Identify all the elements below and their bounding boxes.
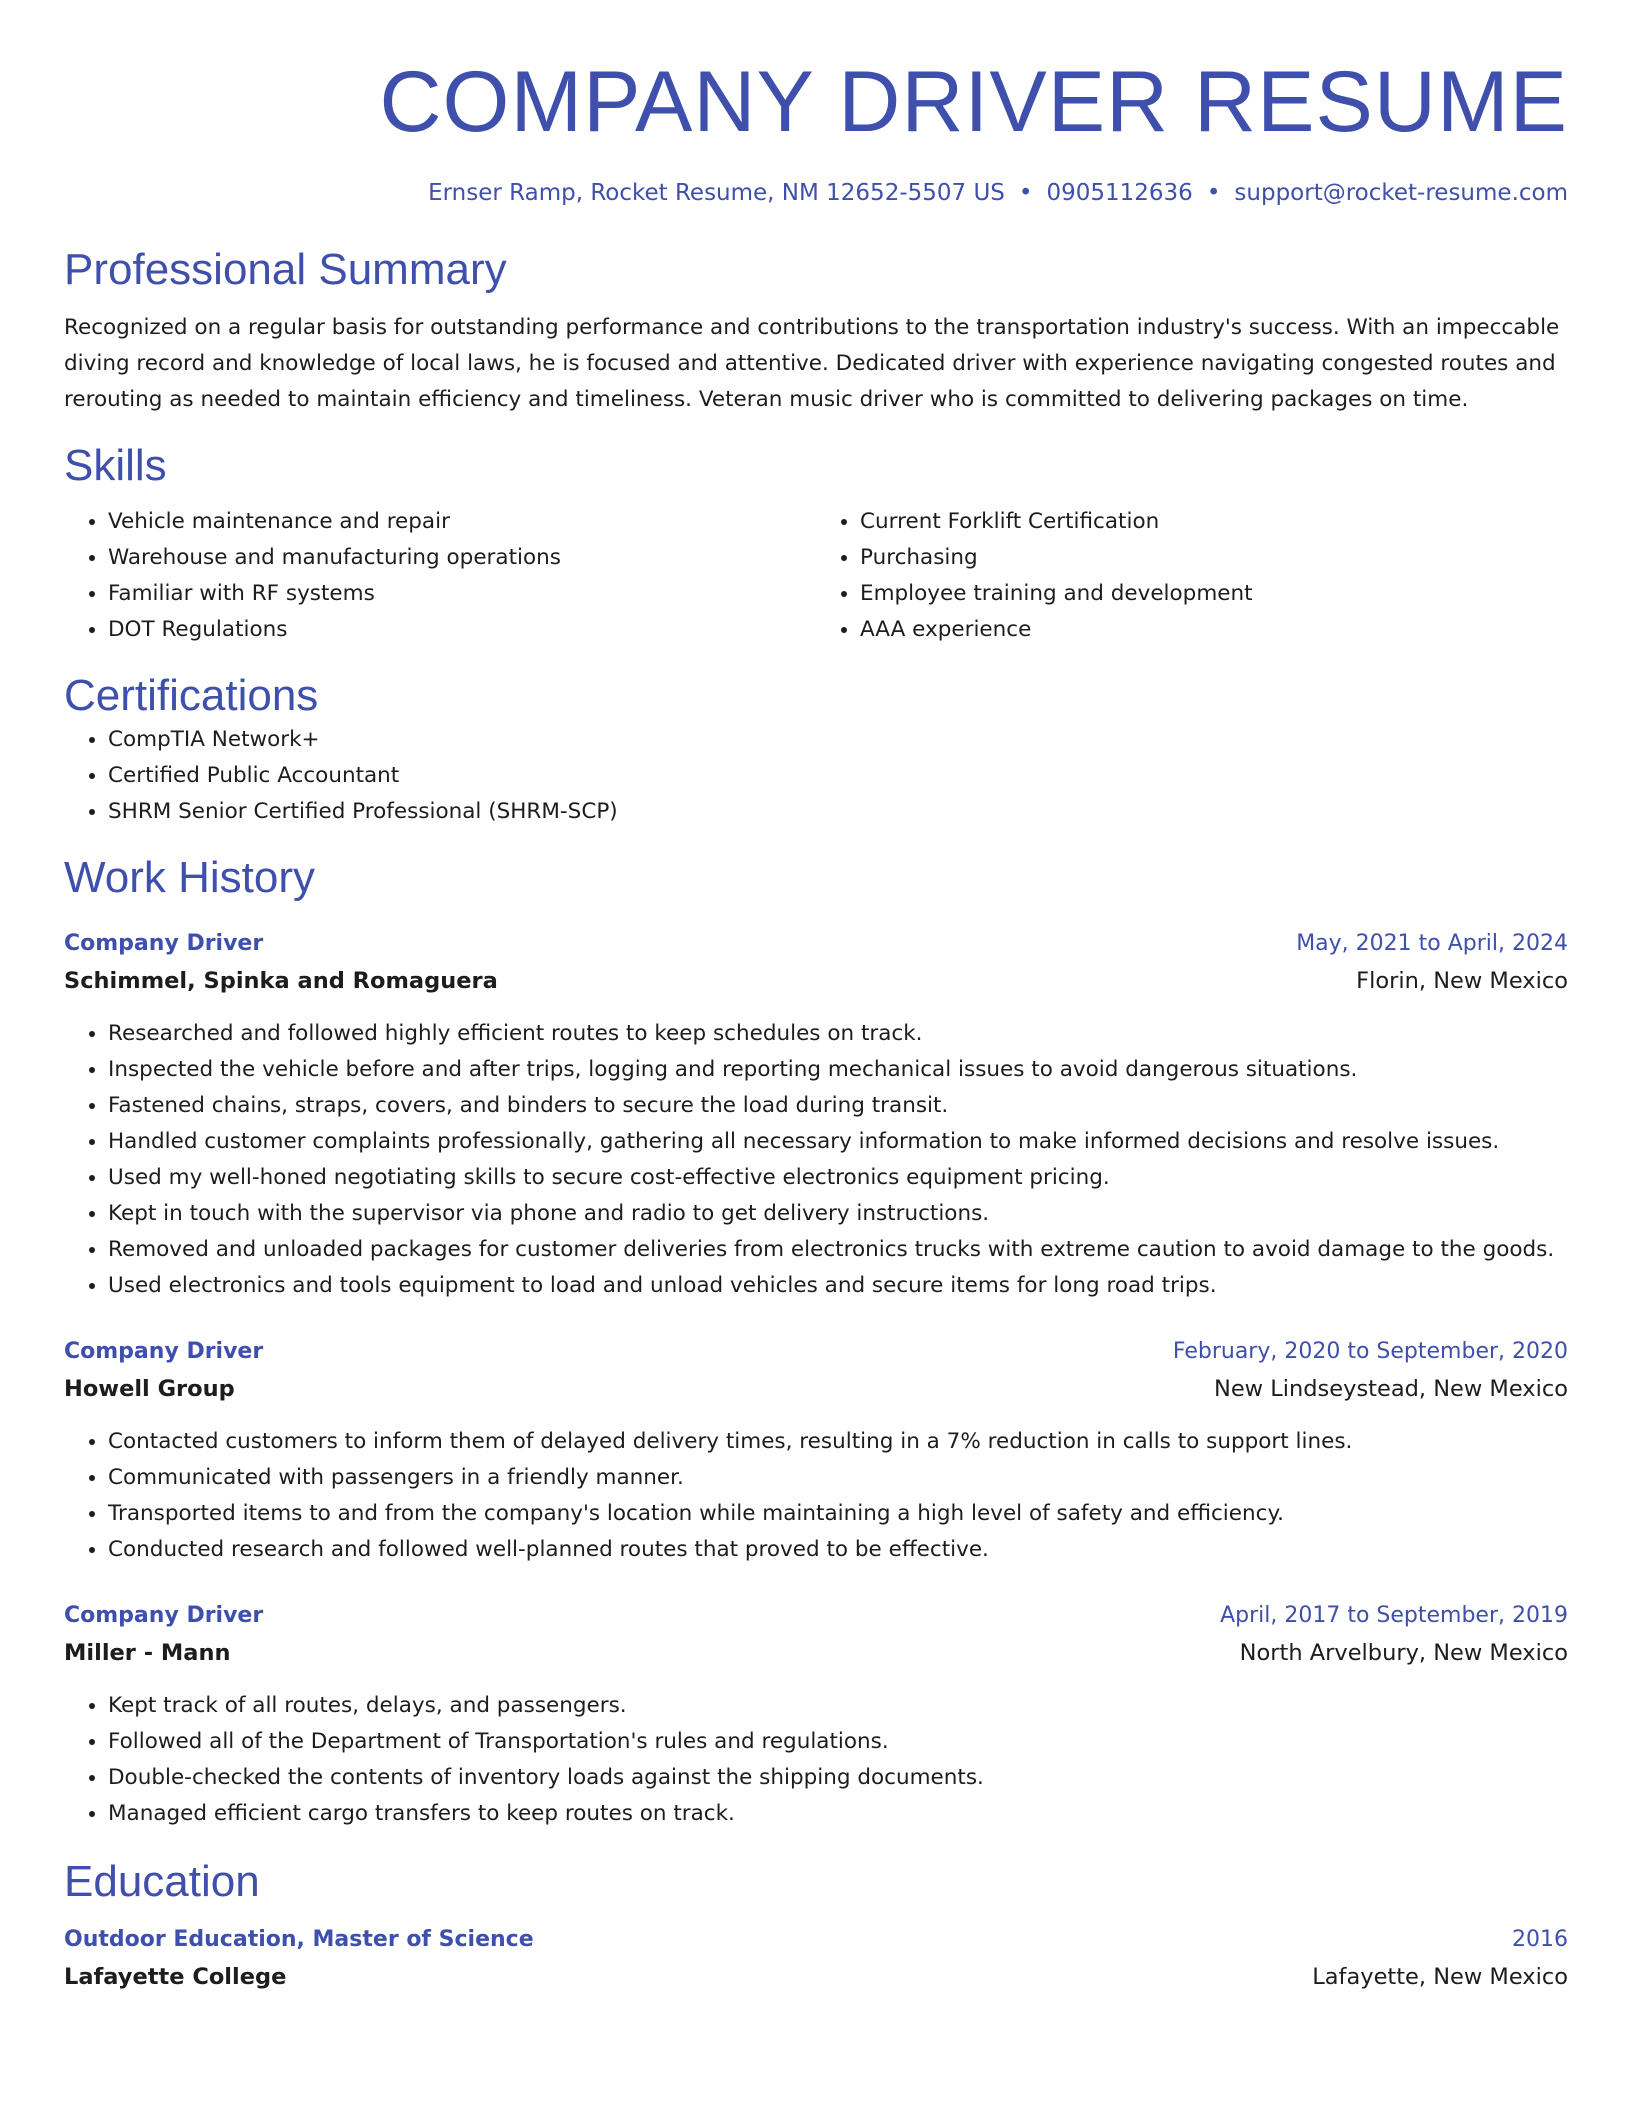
- contact-email[interactable]: support@rocket-resume.com: [1234, 180, 1568, 206]
- skill-item: • Current Forklift Certification: [860, 504, 1568, 540]
- job-title: Company Driver: [64, 931, 264, 956]
- contact-separator: •: [1018, 180, 1033, 206]
- job-bullet: • Used my well-honed negotiating skills to secure cost-effective electronics equipment pricing.: [108, 1160, 1568, 1196]
- job-dates: May, 2021 to April, 2024: [1296, 931, 1568, 956]
- certifications-section: [64, 670, 1568, 830]
- skill-item: • Warehouse and manufacturing operations: [108, 540, 816, 576]
- education-section: [64, 1856, 1568, 1996]
- job-bullet: • Double-checked the contents of inventory loads against the shipping documents.: [108, 1760, 1568, 1796]
- certifications-heading: Certifications: [64, 671, 319, 720]
- education-heading: Education: [64, 1857, 260, 1906]
- job-bullets: [64, 1688, 1568, 1832]
- skills-list-left: [64, 504, 816, 648]
- skills-heading: Skills: [64, 441, 167, 490]
- job-bullet: • Conducted research and followed well-planned routes that proved to be effective.: [108, 1532, 1568, 1568]
- job-header-row: [64, 1334, 1568, 1370]
- job-bullet: • Fastened chains, straps, covers, and binders to secure the load during transit.: [108, 1088, 1568, 1124]
- job-dates: February, 2020 to September, 2020: [1172, 1339, 1568, 1364]
- skill-item: • Vehicle maintenance and repair: [108, 504, 816, 540]
- job-entry: [64, 926, 1568, 1304]
- job-employer-row: [64, 962, 1568, 1000]
- certification-item: • Certified Public Accountant: [108, 758, 1568, 794]
- job-employer-row: [64, 1370, 1568, 1408]
- job-employer: Howell Group: [64, 1376, 235, 1402]
- job-bullets: [64, 1016, 1568, 1304]
- resume-header: [64, 0, 1568, 208]
- contact-line: [64, 178, 1568, 208]
- education-entry: [64, 1922, 1568, 1996]
- job-bullet: • Used electronics and tools equipment to load and unload vehicles and secure items for long road trips.: [108, 1268, 1568, 1304]
- job-bullet: • Kept track of all routes, delays, and passengers.: [108, 1688, 1568, 1724]
- skill-item: • Purchasing: [860, 540, 1568, 576]
- skill-item: • DOT Regulations: [108, 612, 816, 648]
- skills-columns: [64, 504, 1568, 648]
- job-employer-row: [64, 1634, 1568, 1672]
- job-bullet: • Communicated with passengers in a friendly manner.: [108, 1460, 1568, 1496]
- education-header-row: [64, 1922, 1568, 1958]
- job-dates: April, 2017 to September, 2019: [1220, 1603, 1568, 1628]
- resume-title: COMPANY DRIVER RESUME: [379, 54, 1568, 150]
- job-header-row: [64, 926, 1568, 962]
- summary-section: [64, 244, 1568, 418]
- skills-section: [64, 440, 1568, 648]
- job-bullet: • Researched and followed highly efficient routes to keep schedules on track.: [108, 1016, 1568, 1052]
- job-bullet: • Transported items to and from the company's location while maintaining a high level of safety and efficiency.: [108, 1496, 1568, 1532]
- skill-item: • Familiar with RF systems: [108, 576, 816, 612]
- job-location: Florin, New Mexico: [1356, 968, 1568, 994]
- education-year: 2016: [1512, 1927, 1568, 1952]
- certification-item: • SHRM Senior Certified Professional (SHRM-SCP): [108, 794, 1568, 830]
- contact-address: Ernser Ramp, Rocket Resume, NM 12652-5507 US: [428, 180, 1005, 206]
- job-bullet: • Inspected the vehicle before and after trips, logging and reporting mechanical issues to avoid dangerous situations.: [108, 1052, 1568, 1088]
- education-degree: Outdoor Education, Master of Science: [64, 1927, 534, 1952]
- skill-item: • Employee training and development: [860, 576, 1568, 612]
- job-entry: [64, 1334, 1568, 1568]
- job-title: Company Driver: [64, 1603, 264, 1628]
- job-bullet: • Removed and unloaded packages for customer deliveries from electronics trucks with extreme caution to avoid damage to the goods.: [108, 1232, 1568, 1268]
- summary-heading: Professional Summary: [64, 245, 507, 294]
- job-bullet: • Contacted customers to inform them of delayed delivery times, resulting in a 7% reduction in calls to support lines.: [108, 1424, 1568, 1460]
- job-bullet: • Managed efficient cargo transfers to keep routes on track.: [108, 1796, 1568, 1832]
- work-history-section: [64, 852, 1568, 1832]
- job-location: North Arvelbury, New Mexico: [1239, 1640, 1568, 1666]
- skill-item: • AAA experience: [860, 612, 1568, 648]
- job-bullet: • Handled customer complaints professionally, gathering all necessary information to make informed decisions and resolve issues.: [108, 1124, 1568, 1160]
- summary-text: Recognized on a regular basis for outstanding performance and contributions to the transportation industry's success. With an impeccable diving record and knowledge of local laws, he is focused and attentive. Dedicated driver with experience navigating congested routes and rerouting as needed to maintain efficiency and timeliness. Veteran music driver who is committed to delivering packages on time.: [64, 315, 1560, 412]
- job-bullets: [64, 1424, 1568, 1568]
- education-school: Lafayette College: [64, 1964, 287, 1990]
- work-history-heading: Work History: [64, 853, 315, 902]
- education-location: Lafayette, New Mexico: [1312, 1964, 1568, 1990]
- education-school-row: [64, 1958, 1568, 1996]
- contact-phone: 0905112636: [1046, 180, 1193, 206]
- job-entry: [64, 1598, 1568, 1832]
- job-title: Company Driver: [64, 1339, 264, 1364]
- job-header-row: [64, 1598, 1568, 1634]
- job-bullet: • Kept in touch with the supervisor via phone and radio to get delivery instructions.: [108, 1196, 1568, 1232]
- job-location: New Lindseystead, New Mexico: [1214, 1376, 1568, 1402]
- job-employer: Schimmel, Spinka and Romaguera: [64, 968, 498, 994]
- contact-separator: •: [1206, 180, 1221, 206]
- certification-item: • CompTIA Network+: [108, 722, 1568, 758]
- certifications-list: [64, 722, 1568, 830]
- job-employer: Miller - Mann: [64, 1640, 231, 1666]
- skills-list-right: [816, 504, 1568, 648]
- job-bullet: • Followed all of the Department of Transportation's rules and regulations.: [108, 1724, 1568, 1760]
